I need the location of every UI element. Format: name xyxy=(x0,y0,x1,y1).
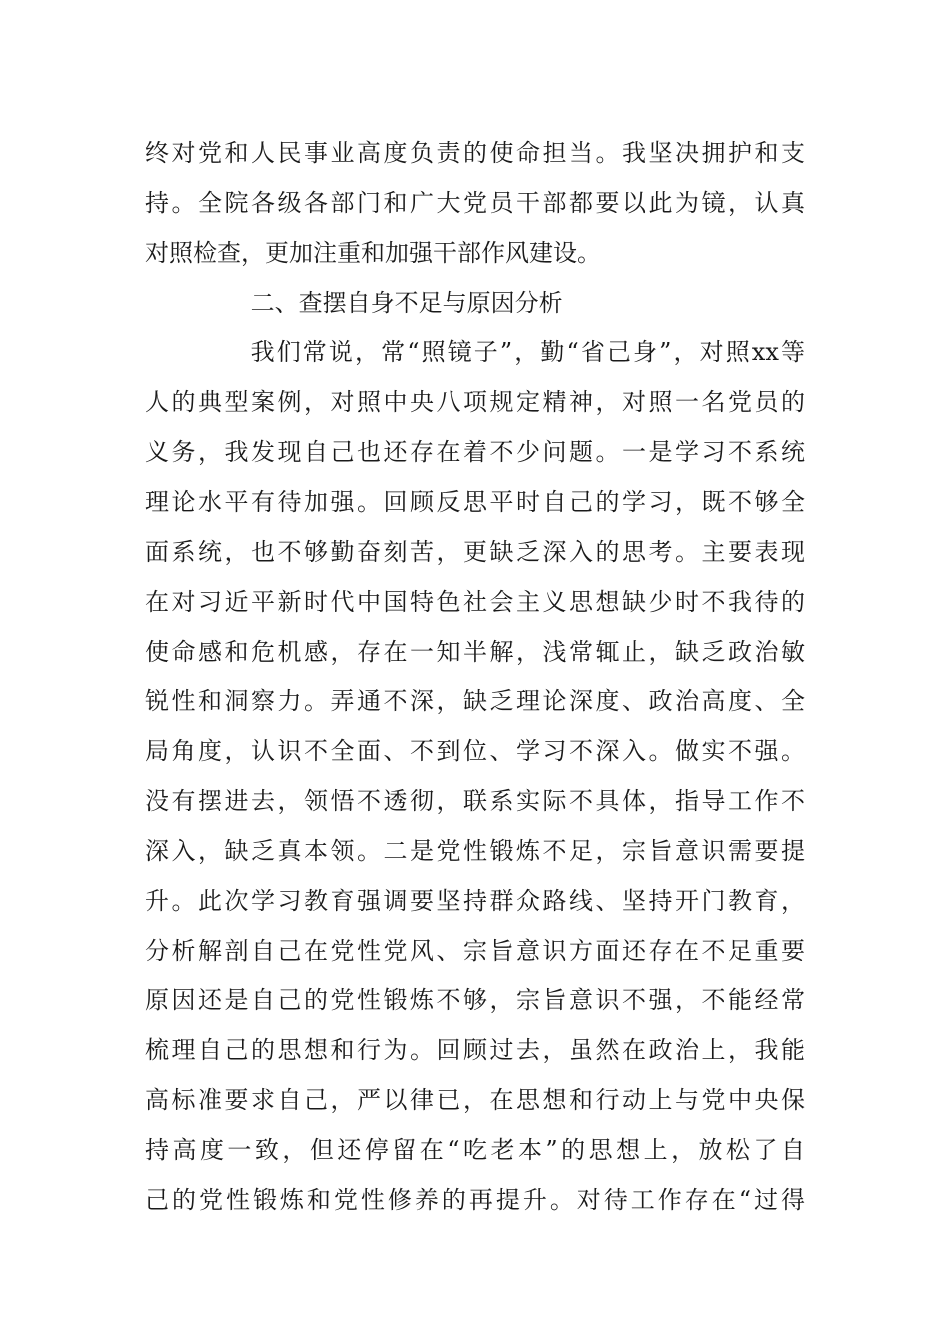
text-line: 深入，缺乏真本领。二是党性锻炼不足，宗旨意识需要提 xyxy=(145,837,805,865)
text-line: 升。此次学习教育强调要坚持群众路线、坚持开门教育， xyxy=(145,887,805,915)
text-line: 终对党和人民事业高度负责的使命担当。我坚决拥护和支 xyxy=(145,139,805,167)
text-line: 没有摆进去，领悟不透彻，联系实际不具体，指导工作不 xyxy=(145,787,805,815)
text-line: 持高度一致，但还停留在“吃老本”的思想上，放松了自 xyxy=(145,1136,805,1164)
section-heading: 二、查摆自身不足与原因分析 xyxy=(250,289,563,317)
text-line: 在对习近平新时代中国特色社会主义思想缺少时不我待的 xyxy=(145,588,805,616)
text-line: 持。全院各级各部门和广大党员干部都要以此为镜，认真 xyxy=(145,189,805,217)
text-line: 原因还是自己的党性锻炼不够，宗旨意识不强，不能经常 xyxy=(145,986,805,1014)
text-line: 高标准要求自己，严以律已，在思想和行动上与党中央保 xyxy=(145,1086,805,1114)
text-line: 局角度，认识不全面、不到位、学习不深入。做实不强。 xyxy=(145,737,805,765)
text-line: 分析解剖自己在党性党风、宗旨意识方面还存在不足重要 xyxy=(145,937,805,965)
text-line: 面系统，也不够勤奋刻苦，更缺乏深入的思考。主要表现 xyxy=(145,538,805,566)
text-line: 理论水平有待加强。回顾反思平时自己的学习，既不够全 xyxy=(145,488,805,516)
text-line: 对照检查，更加注重和加强干部作风建设。 xyxy=(145,239,601,267)
text-line: 人的典型案例，对照中央八项规定精神，对照一名党员的 xyxy=(145,388,805,416)
text-line: 梳理自己的思想和行为。回顾过去，虽然在政治上，我能 xyxy=(145,1036,805,1064)
text-line: 使命感和危机感，存在一知半解，浅常辄止，缺乏政治敏 xyxy=(145,638,805,666)
text-line: 义务，我发现自己也还存在着不少问题。一是学习不系统 xyxy=(145,438,805,466)
text-line: 锐性和洞察力。弄通不深，缺乏理论深度、政治高度、全 xyxy=(145,687,805,715)
text-line: 我们常说，常“照镜子”，勤“省己身”，对照xx等 xyxy=(250,338,805,366)
text-line: 己的党性锻炼和党性修养的再提升。对待工作存在“过得 xyxy=(145,1186,805,1214)
